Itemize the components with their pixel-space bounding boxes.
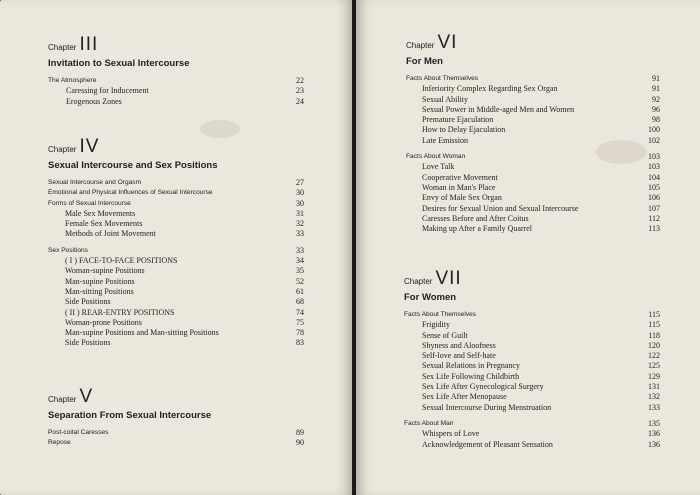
toc-page-number: 24 (296, 96, 304, 106)
toc-page-number: 96 (652, 104, 660, 114)
toc-page-number: 30 (296, 188, 304, 198)
toc-entry (48, 97, 304, 107)
toc-entry-title: Female Sex Movements (65, 219, 143, 229)
toc-page-number: 52 (296, 276, 304, 286)
toc-page-number: 90 (296, 438, 304, 448)
toc-entry (406, 162, 660, 172)
toc-entry-title: Woman-supine Positions (65, 266, 145, 276)
toc-entry (48, 297, 304, 307)
toc-entry (48, 229, 304, 239)
toc-page-number: 103 (648, 152, 660, 162)
toc-entry (48, 266, 304, 276)
toc-page-number: 122 (648, 351, 660, 361)
toc-entry (48, 338, 304, 348)
toc-entry (406, 152, 660, 162)
toc-page-number: 133 (648, 402, 660, 412)
toc-entry-title: Sense of Guilt (422, 330, 468, 340)
toc-entry-title: Late Emission (422, 135, 468, 145)
chapter-number: VII (435, 268, 462, 289)
chapter-label: Chapter (404, 277, 433, 286)
toc-entry (406, 95, 660, 105)
toc-entry-title: Inferiority Complex Regarding Sex Organ (422, 84, 558, 94)
toc-page-number: 131 (648, 382, 660, 392)
toc-entry (404, 403, 660, 413)
chapter-label: Chapter (48, 395, 77, 404)
toc-entry (48, 308, 304, 318)
chapter-number: III (79, 34, 99, 55)
toc-page-number: 136 (648, 439, 660, 449)
chapter-heading (404, 268, 660, 290)
right-page (356, 0, 700, 495)
toc-entry-title: Man-supine Positions and Man-sitting Positions (65, 328, 219, 338)
chapter-5 (48, 386, 304, 449)
toc-entry (406, 115, 660, 125)
toc-entry (48, 256, 304, 266)
toc-entry (48, 438, 304, 448)
chapter-4 (48, 136, 304, 349)
chapter-6 (406, 32, 660, 234)
toc-entry-title: Shyness and Aloofness (422, 340, 496, 350)
toc-entry-title: Male Sex Movements (65, 208, 136, 218)
toc-entry (406, 183, 660, 193)
toc-page-number: 33 (296, 229, 304, 239)
toc-page-number: 115 (648, 310, 660, 319)
chapter-label: Chapter (406, 41, 435, 50)
toc-page-number: 118 (648, 330, 660, 340)
chapter-heading (48, 386, 304, 408)
toc-entry-title: Sex Life After Gynecological Surgery (422, 382, 544, 392)
chapter-title: Separation From Sexual Intercourse (48, 410, 212, 421)
toc-page-number: 32 (296, 219, 304, 229)
chapter-label: Chapter (48, 43, 77, 52)
toc-entry (404, 351, 660, 361)
toc-entry-title: Desires for Sexual Union and Sexual Intercourse (422, 203, 579, 213)
chapter-heading (48, 136, 304, 158)
chapter-title: For Men (406, 56, 443, 67)
toc-page-number: 23 (296, 86, 304, 96)
toc-page-number: 83 (296, 338, 304, 348)
toc-page-number: 98 (652, 115, 660, 125)
toc-entry-title: Cooperative Movement (422, 172, 498, 182)
toc-entry-title: Sexual Intercourse During Menstruation (422, 402, 552, 412)
toc-entry-title: Frigidity (422, 320, 451, 330)
toc-entry-title: Methods of Joint Movement (65, 229, 156, 239)
toc-page-number: 112 (648, 213, 660, 223)
toc-page-number: 74 (296, 307, 304, 317)
toc-entry-title: Man-supine Positions (65, 276, 135, 286)
toc-entry (406, 84, 660, 94)
toc-page-number: 78 (296, 328, 304, 338)
toc-page-number: 75 (296, 317, 304, 327)
toc-page-number: 106 (648, 193, 660, 203)
toc-page-number: 27 (296, 178, 304, 187)
toc-entry-title: Facts About Themselves (406, 75, 479, 82)
chapter-number: VI (437, 32, 458, 53)
toc-entry-title: Facts About Woman (406, 153, 466, 161)
toc-entry (406, 193, 660, 203)
toc-page-number: 103 (648, 162, 660, 172)
toc-entry (404, 310, 660, 320)
toc-entry-title: Side Positions (65, 297, 111, 307)
toc-entry-title: How to Delay Ejaculation (422, 125, 506, 135)
toc-entry-title: Love Talk (422, 162, 455, 172)
toc-entry (48, 209, 304, 219)
toc-entry-title: Man-sitting Positions (65, 286, 134, 296)
chapter-number: V (79, 386, 94, 407)
toc-entry (48, 287, 304, 297)
toc-entry-title: Making up After a Family Quarrel (422, 224, 532, 234)
toc-entry (406, 173, 660, 183)
toc-entry-title: Post-coital Caresses (48, 429, 109, 436)
toc-entry-title: Acknowledgement of Pleasant Sensation (422, 439, 553, 449)
toc-page-number: 33 (296, 245, 304, 255)
toc-entry (48, 318, 304, 328)
toc-page-number: 102 (648, 135, 660, 145)
toc-entries (48, 178, 304, 349)
toc-entry (48, 428, 304, 438)
toc-entry (48, 178, 304, 188)
toc-entry (404, 372, 660, 382)
toc-entry (406, 214, 660, 224)
toc-page-number: 92 (652, 94, 660, 104)
toc-page-number: 91 (652, 84, 660, 94)
toc-entry (404, 419, 660, 429)
toc-entry-title: Caressing for Inducement (66, 86, 149, 96)
toc-page-number: 105 (648, 182, 660, 192)
toc-entry-title: Sex Life Following Childbirth (422, 371, 520, 381)
toc-entry (404, 331, 660, 341)
toc-entry (404, 392, 660, 402)
toc-entry (404, 429, 660, 439)
toc-entry-title: Premature Ejaculation (422, 115, 494, 125)
toc-entry-title: ( II ) REAR-ENTRY POSITIONS (65, 307, 175, 317)
toc-entry-title: Self-love and Self-hate (422, 351, 496, 361)
toc-page-number: 120 (648, 340, 660, 350)
toc-page-number: 107 (648, 203, 660, 213)
toc-page-number: 136 (648, 429, 660, 439)
toc-entry (48, 246, 304, 256)
toc-entry (404, 382, 660, 392)
toc-entry-title: Sexual Intercourse and Orgasm (48, 179, 142, 186)
toc-entry (404, 361, 660, 371)
toc-entry (406, 125, 660, 135)
toc-entry-title: Side Positions (65, 338, 111, 348)
toc-entry-title: Sex Positions (48, 246, 88, 254)
toc-page-number: 68 (296, 297, 304, 307)
toc-entry (48, 328, 304, 338)
toc-page-number: 91 (652, 74, 660, 83)
toc-page-number: 100 (648, 125, 660, 135)
toc-entry (404, 440, 660, 450)
toc-page-number: 89 (296, 428, 304, 437)
toc-entry-title: ( I ) FACE-TO-FACE POSITIONS (65, 256, 178, 266)
toc-entry-title: The Atmosphere (48, 77, 97, 84)
toc-entries (406, 74, 660, 234)
toc-entry-title: Woman in Man's Place (422, 182, 496, 192)
toc-entry (406, 204, 660, 214)
toc-entry-title: Facts About Themselves (404, 311, 477, 318)
toc-entry (48, 277, 304, 287)
toc-page-number: 31 (296, 208, 304, 218)
toc-page-number: 135 (648, 418, 660, 428)
toc-page-number: 34 (296, 256, 304, 266)
toc-entry-title: Woman-prone Positions (65, 317, 142, 327)
toc-entry (406, 136, 660, 146)
toc-entry-title: Repose (48, 439, 71, 447)
toc-entries (404, 310, 660, 450)
toc-entries (48, 428, 304, 449)
chapter-7 (404, 268, 660, 450)
chapter-title: Sexual Intercourse and Sex Positions (48, 160, 218, 171)
toc-entry-title: Sexual Ability (422, 94, 468, 104)
chapter-heading (406, 32, 660, 54)
toc-page-number: 129 (648, 371, 660, 381)
toc-entry-title: Whispers of Love (422, 429, 480, 439)
toc-entry (404, 320, 660, 330)
toc-page-number: 30 (296, 198, 304, 208)
chapter-title: For Women (404, 292, 457, 303)
chapter-number: IV (79, 136, 100, 157)
chapter-heading (48, 34, 304, 56)
toc-entry-title: Sexual Power in Middle-aged Men and Women (422, 104, 575, 114)
toc-entry-title: Erogenous Zones (66, 96, 122, 106)
toc-entry-title: Emotional and Physical Influences of Sexual Intercourse (48, 189, 213, 197)
toc-entry (406, 74, 660, 84)
toc-page-number: 22 (296, 76, 304, 85)
toc-page-number: 132 (648, 392, 660, 402)
toc-entry-title: Forms of Sexual Intercourse (48, 199, 131, 207)
chapter-label: Chapter (48, 145, 77, 154)
toc-entry (404, 341, 660, 351)
toc-entries (48, 76, 304, 107)
toc-entry-title: Facts About Man (404, 419, 454, 427)
toc-entry (48, 86, 304, 96)
toc-entry-title: Caresses Before and After Coitus (422, 213, 529, 223)
toc-entry-title: Envy of Male Sex Organ (422, 193, 502, 203)
toc-entry (48, 219, 304, 229)
toc-entry (48, 76, 304, 86)
chapter-3 (48, 34, 304, 107)
toc-page-number: 125 (648, 361, 660, 371)
toc-page-number: 61 (296, 286, 304, 296)
toc-entry-title: Sexual Relations in Pregnancy (422, 361, 520, 371)
toc-entry (406, 105, 660, 115)
toc-page-number: 113 (648, 224, 660, 234)
toc-entry (406, 224, 660, 234)
toc-entry (48, 188, 304, 198)
toc-entry (48, 199, 304, 209)
toc-page-number: 104 (648, 172, 660, 182)
toc-page-number: 115 (648, 320, 660, 330)
toc-entry-title: Sex Life After Menopause (422, 392, 507, 402)
toc-page-number: 35 (296, 266, 304, 276)
chapter-title: Invitation to Sexual Intercourse (48, 58, 190, 69)
